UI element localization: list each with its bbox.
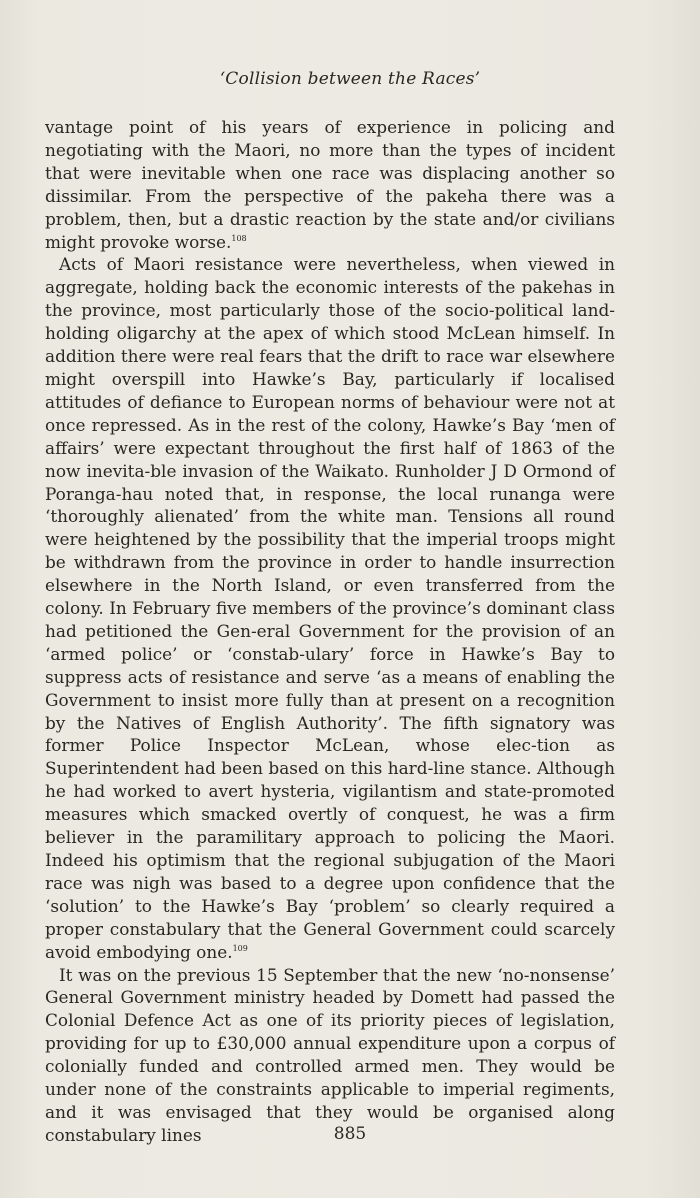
footnote-ref-108: 108	[231, 233, 247, 243]
page-number: 885	[333, 1124, 367, 1144]
paragraph-2-text: Acts of Maori resistance were nevertheless, when viewed in aggregate, holding back the economic interests of the pakehas in the province, most particularly those of the socio-political land-holding oligarchy at the apex of which stood McLean himself. In addition there were real fears that the drift to race war elsewhere might overspill into Hawke’s Bay, particularly if localised attitudes of defiance to European norms of behaviour were not at once repressed. As in the rest of the colony, Hawke’s Bay ‘men of affairs’ were expectant throughout the first half of 1863 of the now inevita-ble invasion of the Waikato. Runholder J D Ormond of Poranga-hau noted that, in response, the local runanga were ‘thoroughly alienated’ from the white man. Tensions all round were heightened by the possibility that the imperial troops might be withdrawn from the province in order to handle insurrection elsewhere in the North Island, or even transferred from the colony. In February five members of the province’s dominant class had petitioned the Gen-eral Government for the provision of an ‘armed police’ or ‘constab-ulary’ force in Hawke’s Bay to suppress acts of resistance and serve ‘as a means of enabling the Government to insist more fully than at present on a recognition by the Natives of English Authority’. The fifth signatory was former Police Inspector McLean, whose elec-tion as Superintendent had been based on this hard-line stance. Although he had worked to avert hysteria, vigilantism and state-promoted measures which smacked overtly of conquest, he was a firm believer in the paramilitary approach to policing the Maori. Indeed his optimism that the regional subjugation of the Maori race was nigh was based to a degree upon confidence that the ‘solution’ to the Hawke’s Bay ‘problem’ so clearly required a proper constabulary that the General Government could scarcely avoid embodying one.	[45, 254, 615, 962]
running-head: ‘Collision between the Races’	[219, 69, 481, 89]
body-text	[45, 116, 615, 1147]
paragraph-2	[45, 253, 615, 963]
paragraph-3-text: It was on the previous 15 September that the new ‘no-nonsense’ General Government ministry headed by Domett had passed the Colonial Defence Act as one of its priority pieces of legislation, providing for up to £30,000 annual expenditure upon a corpus of colonially funded and controlled armed men. They would be under none of the constraints applicable to imperial regiments, and it was envisaged that they would be organised along constabulary lines	[45, 964, 615, 1145]
footnote-ref-109: 109	[232, 943, 248, 953]
paragraph-1-text: vantage point of his years of experience in policing and negotiating with the Maori, no more than the types of incident that were inevitable when one race was displacing another so dissimilar. From the perspective of the pakeha there was a problem, then, but a drastic reaction by the state and/or civilians might provoke worse.	[45, 117, 615, 252]
paragraph-3	[45, 964, 615, 1147]
paragraph-1	[45, 116, 615, 253]
